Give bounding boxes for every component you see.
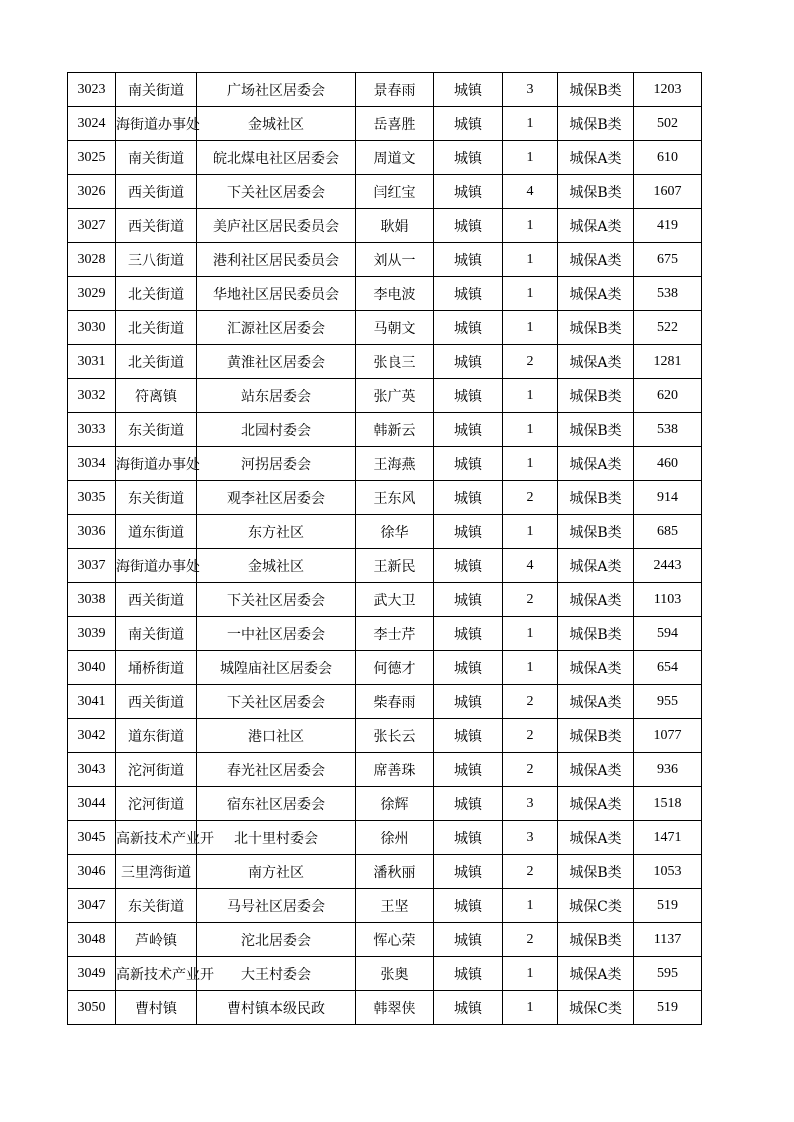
- cell-insurance-category: 城保A类: [558, 583, 634, 617]
- cell-record-number: 3027: [68, 209, 116, 243]
- cell-record-number: 3037: [68, 549, 116, 583]
- cell-household-count: 1: [503, 515, 558, 549]
- cell-street-office: 东关街道: [116, 889, 197, 923]
- cell-community: 下关社区居委会: [197, 175, 356, 209]
- cell-insurance-category: 城保B类: [558, 719, 634, 753]
- cell-person-name: 王海燕: [356, 447, 434, 481]
- table-row: [68, 277, 702, 311]
- cell-street-office: 埇桥街道: [116, 651, 197, 685]
- cell-household-count: 1: [503, 141, 558, 175]
- cell-person-name: 张良三: [356, 345, 434, 379]
- cell-record-number: 3028: [68, 243, 116, 277]
- cell-residence-type: 城镇: [434, 107, 503, 141]
- cell-amount: 675: [634, 243, 702, 277]
- cell-household-count: 1: [503, 311, 558, 345]
- cell-residence-type: 城镇: [434, 175, 503, 209]
- cell-household-count: 1: [503, 413, 558, 447]
- cell-household-count: 2: [503, 855, 558, 889]
- cell-street-office: 西关街道: [116, 175, 197, 209]
- cell-record-number: 3049: [68, 957, 116, 991]
- table-row: [68, 447, 702, 481]
- cell-street-office: 高新技术产业开: [116, 957, 197, 991]
- cell-household-count: 1: [503, 209, 558, 243]
- cell-street-office: 高新技术产业开: [116, 821, 197, 855]
- cell-household-count: 2: [503, 923, 558, 957]
- cell-amount: 502: [634, 107, 702, 141]
- cell-insurance-category: 城保B类: [558, 311, 634, 345]
- cell-street-office: 符离镇: [116, 379, 197, 413]
- cell-person-name: 何德才: [356, 651, 434, 685]
- cell-community: 下关社区居委会: [197, 583, 356, 617]
- cell-community: 一中社区居委会: [197, 617, 356, 651]
- cell-record-number: 3024: [68, 107, 116, 141]
- cell-record-number: 3044: [68, 787, 116, 821]
- cell-amount: 955: [634, 685, 702, 719]
- cell-community: 金城社区: [197, 549, 356, 583]
- cell-street-office: 曹村镇: [116, 991, 197, 1025]
- table-row: [68, 175, 702, 209]
- cell-insurance-category: 城保B类: [558, 413, 634, 447]
- cell-record-number: 3039: [68, 617, 116, 651]
- cell-community: 城隍庙社区居委会: [197, 651, 356, 685]
- cell-insurance-category: 城保A类: [558, 209, 634, 243]
- cell-residence-type: 城镇: [434, 345, 503, 379]
- cell-insurance-category: 城保B类: [558, 107, 634, 141]
- cell-household-count: 2: [503, 345, 558, 379]
- cell-person-name: 恽心荣: [356, 923, 434, 957]
- cell-person-name: 刘从一: [356, 243, 434, 277]
- table-row: [68, 141, 702, 175]
- cell-amount: 538: [634, 413, 702, 447]
- cell-residence-type: 城镇: [434, 991, 503, 1025]
- cell-person-name: 张长云: [356, 719, 434, 753]
- table-row: [68, 889, 702, 923]
- cell-amount: 538: [634, 277, 702, 311]
- cell-household-count: 1: [503, 243, 558, 277]
- cell-residence-type: 城镇: [434, 617, 503, 651]
- cell-residence-type: 城镇: [434, 855, 503, 889]
- cell-insurance-category: 城保A类: [558, 787, 634, 821]
- cell-insurance-category: 城保B类: [558, 175, 634, 209]
- cell-community: 金城社区: [197, 107, 356, 141]
- cell-amount: 620: [634, 379, 702, 413]
- table-row: [68, 379, 702, 413]
- cell-amount: 595: [634, 957, 702, 991]
- cell-community: 黄淮社区居委会: [197, 345, 356, 379]
- cell-residence-type: 城镇: [434, 515, 503, 549]
- cell-record-number: 3025: [68, 141, 116, 175]
- cell-residence-type: 城镇: [434, 141, 503, 175]
- cell-insurance-category: 城保A类: [558, 243, 634, 277]
- cell-record-number: 3033: [68, 413, 116, 447]
- cell-amount: 460: [634, 447, 702, 481]
- cell-community: 宿东社区居委会: [197, 787, 356, 821]
- cell-street-office: 西关街道: [116, 209, 197, 243]
- table-row: [68, 957, 702, 991]
- cell-street-office: 三里湾街道: [116, 855, 197, 889]
- table-row: [68, 923, 702, 957]
- cell-amount: 522: [634, 311, 702, 345]
- cell-household-count: 4: [503, 175, 558, 209]
- cell-street-office: 北关街道: [116, 345, 197, 379]
- cell-street-office: 南关街道: [116, 617, 197, 651]
- cell-person-name: 徐州: [356, 821, 434, 855]
- cell-residence-type: 城镇: [434, 685, 503, 719]
- cell-street-office: 沱河街道: [116, 753, 197, 787]
- cell-household-count: 3: [503, 821, 558, 855]
- cell-insurance-category: 城保B类: [558, 481, 634, 515]
- cell-amount: 1053: [634, 855, 702, 889]
- cell-street-office: 海街道办事处: [116, 447, 197, 481]
- cell-street-office: 海街道办事处: [116, 107, 197, 141]
- roster-table: [67, 72, 702, 1025]
- cell-community: 马号社区居委会: [197, 889, 356, 923]
- cell-record-number: 3023: [68, 73, 116, 107]
- cell-household-count: 1: [503, 889, 558, 923]
- cell-household-count: 1: [503, 991, 558, 1025]
- table-row: [68, 617, 702, 651]
- cell-person-name: 席善珠: [356, 753, 434, 787]
- cell-insurance-category: 城保A类: [558, 651, 634, 685]
- cell-amount: 1281: [634, 345, 702, 379]
- cell-street-office: 海街道办事处: [116, 549, 197, 583]
- cell-insurance-category: 城保C类: [558, 889, 634, 923]
- cell-household-count: 2: [503, 685, 558, 719]
- table-row: [68, 73, 702, 107]
- table-row: [68, 821, 702, 855]
- cell-amount: 654: [634, 651, 702, 685]
- cell-community: 观李社区居委会: [197, 481, 356, 515]
- cell-person-name: 王坚: [356, 889, 434, 923]
- cell-residence-type: 城镇: [434, 277, 503, 311]
- cell-residence-type: 城镇: [434, 957, 503, 991]
- table-row: [68, 787, 702, 821]
- cell-residence-type: 城镇: [434, 243, 503, 277]
- table-row: [68, 685, 702, 719]
- cell-amount: 1471: [634, 821, 702, 855]
- cell-community: 汇源社区居委会: [197, 311, 356, 345]
- cell-residence-type: 城镇: [434, 209, 503, 243]
- cell-community: 沱北居委会: [197, 923, 356, 957]
- cell-insurance-category: 城保B类: [558, 855, 634, 889]
- table-row: [68, 243, 702, 277]
- cell-residence-type: 城镇: [434, 549, 503, 583]
- cell-amount: 1077: [634, 719, 702, 753]
- cell-household-count: 1: [503, 617, 558, 651]
- cell-person-name: 马朝文: [356, 311, 434, 345]
- cell-household-count: 1: [503, 447, 558, 481]
- cell-insurance-category: 城保B类: [558, 379, 634, 413]
- cell-household-count: 4: [503, 549, 558, 583]
- cell-person-name: 韩新云: [356, 413, 434, 447]
- cell-insurance-category: 城保A类: [558, 549, 634, 583]
- cell-record-number: 3029: [68, 277, 116, 311]
- cell-street-office: 道东街道: [116, 515, 197, 549]
- cell-insurance-category: 城保A类: [558, 957, 634, 991]
- cell-insurance-category: 城保A类: [558, 141, 634, 175]
- table-row: [68, 413, 702, 447]
- cell-record-number: 3050: [68, 991, 116, 1025]
- cell-amount: 1607: [634, 175, 702, 209]
- cell-record-number: 3048: [68, 923, 116, 957]
- cell-record-number: 3043: [68, 753, 116, 787]
- cell-street-office: 道东街道: [116, 719, 197, 753]
- cell-person-name: 王东风: [356, 481, 434, 515]
- cell-record-number: 3046: [68, 855, 116, 889]
- cell-residence-type: 城镇: [434, 583, 503, 617]
- cell-amount: 519: [634, 889, 702, 923]
- cell-person-name: 张广英: [356, 379, 434, 413]
- cell-community: 下关社区居委会: [197, 685, 356, 719]
- cell-amount: 685: [634, 515, 702, 549]
- table-row: [68, 855, 702, 889]
- cell-amount: 1137: [634, 923, 702, 957]
- cell-street-office: 西关街道: [116, 685, 197, 719]
- cell-household-count: 3: [503, 73, 558, 107]
- cell-household-count: 1: [503, 651, 558, 685]
- cell-person-name: 武大卫: [356, 583, 434, 617]
- cell-record-number: 3032: [68, 379, 116, 413]
- cell-amount: 2443: [634, 549, 702, 583]
- cell-record-number: 3045: [68, 821, 116, 855]
- cell-person-name: 景春雨: [356, 73, 434, 107]
- cell-residence-type: 城镇: [434, 889, 503, 923]
- cell-insurance-category: 城保B类: [558, 73, 634, 107]
- cell-residence-type: 城镇: [434, 413, 503, 447]
- cell-residence-type: 城镇: [434, 379, 503, 413]
- cell-amount: 419: [634, 209, 702, 243]
- cell-record-number: 3036: [68, 515, 116, 549]
- cell-person-name: 张奥: [356, 957, 434, 991]
- cell-street-office: 西关街道: [116, 583, 197, 617]
- cell-record-number: 3038: [68, 583, 116, 617]
- cell-insurance-category: 城保B类: [558, 617, 634, 651]
- cell-record-number: 3047: [68, 889, 116, 923]
- cell-community: 华地社区居民委员会: [197, 277, 356, 311]
- cell-person-name: 闫红宝: [356, 175, 434, 209]
- cell-residence-type: 城镇: [434, 787, 503, 821]
- cell-residence-type: 城镇: [434, 923, 503, 957]
- cell-amount: 1203: [634, 73, 702, 107]
- cell-household-count: 2: [503, 753, 558, 787]
- table-row: [68, 107, 702, 141]
- cell-record-number: 3042: [68, 719, 116, 753]
- cell-insurance-category: 城保A类: [558, 685, 634, 719]
- cell-community: 春光社区居委会: [197, 753, 356, 787]
- table-row: [68, 651, 702, 685]
- cell-street-office: 北关街道: [116, 311, 197, 345]
- cell-person-name: 周道文: [356, 141, 434, 175]
- table-row: [68, 549, 702, 583]
- cell-street-office: 沱河街道: [116, 787, 197, 821]
- cell-community: 东方社区: [197, 515, 356, 549]
- cell-record-number: 3040: [68, 651, 116, 685]
- cell-community: 北园村委会: [197, 413, 356, 447]
- cell-community: 港利社区居民委员会: [197, 243, 356, 277]
- cell-street-office: 芦岭镇: [116, 923, 197, 957]
- cell-person-name: 柴春雨: [356, 685, 434, 719]
- table-row: [68, 209, 702, 243]
- cell-record-number: 3035: [68, 481, 116, 515]
- cell-street-office: 三八街道: [116, 243, 197, 277]
- table-row: [68, 991, 702, 1025]
- roster-table-body: [68, 73, 702, 1025]
- cell-household-count: 2: [503, 583, 558, 617]
- cell-street-office: 东关街道: [116, 413, 197, 447]
- cell-community: 皖北煤电社区居委会: [197, 141, 356, 175]
- cell-community: 广场社区居委会: [197, 73, 356, 107]
- table-row: [68, 583, 702, 617]
- cell-street-office: 南关街道: [116, 73, 197, 107]
- table-row: [68, 311, 702, 345]
- cell-community: 美庐社区居民委员会: [197, 209, 356, 243]
- cell-person-name: 李电波: [356, 277, 434, 311]
- cell-community: 站东居委会: [197, 379, 356, 413]
- cell-residence-type: 城镇: [434, 311, 503, 345]
- cell-street-office: 南关街道: [116, 141, 197, 175]
- cell-residence-type: 城镇: [434, 719, 503, 753]
- cell-household-count: 2: [503, 719, 558, 753]
- cell-household-count: 3: [503, 787, 558, 821]
- cell-amount: 914: [634, 481, 702, 515]
- table-row: [68, 481, 702, 515]
- cell-community: 河拐居委会: [197, 447, 356, 481]
- cell-residence-type: 城镇: [434, 753, 503, 787]
- cell-person-name: 耿娟: [356, 209, 434, 243]
- cell-street-office: 东关街道: [116, 481, 197, 515]
- cell-residence-type: 城镇: [434, 481, 503, 515]
- table-row: [68, 753, 702, 787]
- table-row: [68, 515, 702, 549]
- cell-community: 南方社区: [197, 855, 356, 889]
- cell-community: 北十里村委会: [197, 821, 356, 855]
- cell-insurance-category: 城保A类: [558, 447, 634, 481]
- cell-person-name: 徐辉: [356, 787, 434, 821]
- cell-insurance-category: 城保B类: [558, 923, 634, 957]
- cell-community: 港口社区: [197, 719, 356, 753]
- cell-person-name: 岳喜胜: [356, 107, 434, 141]
- cell-residence-type: 城镇: [434, 651, 503, 685]
- cell-record-number: 3034: [68, 447, 116, 481]
- cell-amount: 594: [634, 617, 702, 651]
- cell-amount: 1518: [634, 787, 702, 821]
- cell-insurance-category: 城保B类: [558, 515, 634, 549]
- cell-insurance-category: 城保A类: [558, 821, 634, 855]
- cell-record-number: 3041: [68, 685, 116, 719]
- table-row: [68, 719, 702, 753]
- cell-household-count: 1: [503, 277, 558, 311]
- cell-person-name: 王新民: [356, 549, 434, 583]
- cell-residence-type: 城镇: [434, 821, 503, 855]
- cell-household-count: 1: [503, 107, 558, 141]
- cell-person-name: 徐华: [356, 515, 434, 549]
- cell-residence-type: 城镇: [434, 447, 503, 481]
- cell-person-name: 韩翠侠: [356, 991, 434, 1025]
- cell-amount: 519: [634, 991, 702, 1025]
- cell-household-count: 2: [503, 481, 558, 515]
- cell-insurance-category: 城保A类: [558, 277, 634, 311]
- cell-amount: 610: [634, 141, 702, 175]
- cell-person-name: 李士芹: [356, 617, 434, 651]
- cell-community: 大王村委会: [197, 957, 356, 991]
- cell-street-office: 北关街道: [116, 277, 197, 311]
- cell-residence-type: 城镇: [434, 73, 503, 107]
- cell-insurance-category: 城保A类: [558, 345, 634, 379]
- cell-household-count: 1: [503, 379, 558, 413]
- table-row: [68, 345, 702, 379]
- cell-person-name: 潘秋丽: [356, 855, 434, 889]
- cell-insurance-category: 城保C类: [558, 991, 634, 1025]
- cell-amount: 1103: [634, 583, 702, 617]
- cell-record-number: 3031: [68, 345, 116, 379]
- cell-record-number: 3030: [68, 311, 116, 345]
- cell-amount: 936: [634, 753, 702, 787]
- cell-insurance-category: 城保A类: [558, 753, 634, 787]
- cell-record-number: 3026: [68, 175, 116, 209]
- cell-household-count: 1: [503, 957, 558, 991]
- cell-community: 曹村镇本级民政: [197, 991, 356, 1025]
